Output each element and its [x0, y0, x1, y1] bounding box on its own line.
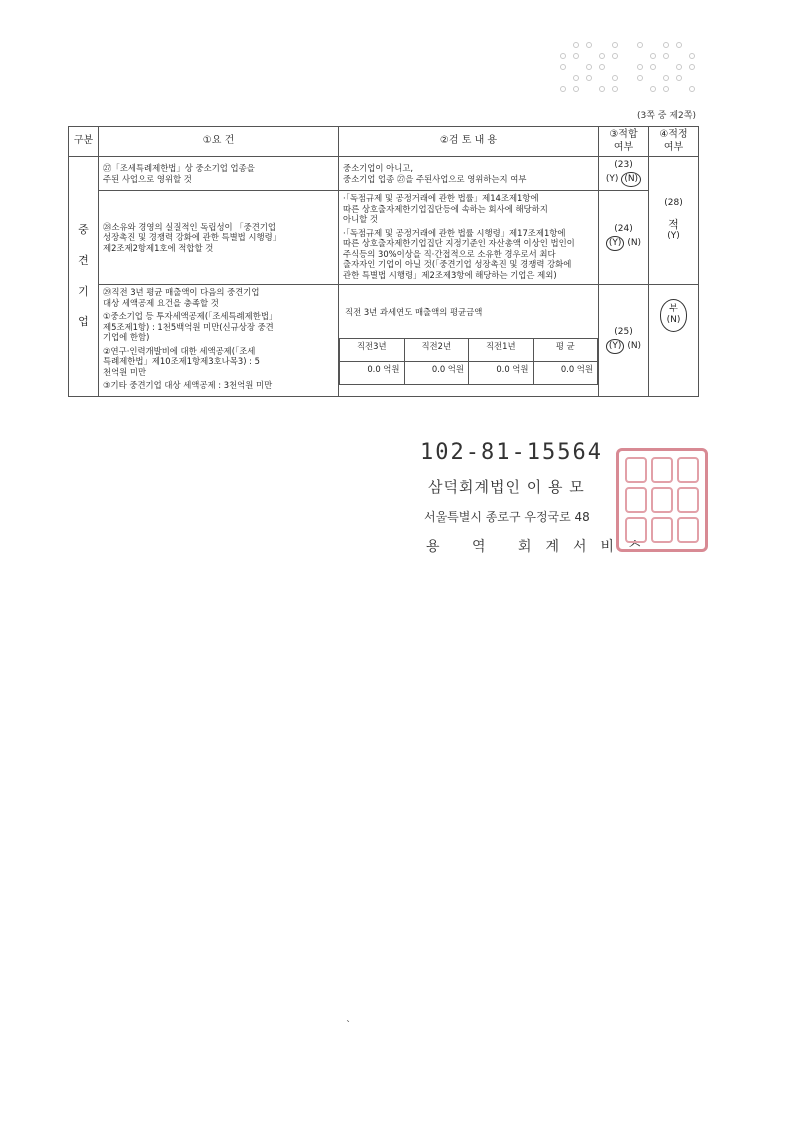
dot	[586, 42, 592, 48]
val-2yr: 0.0 억원	[404, 361, 469, 384]
review-form-table	[68, 126, 699, 397]
table-header-row	[69, 127, 699, 157]
dot	[560, 64, 566, 70]
dot	[663, 75, 669, 81]
circled-y: (Y)	[606, 339, 625, 354]
fit-cell-1: (23) (Y) (N)	[599, 157, 649, 191]
review-cell-2: ·「독점규제 및 공정거래에 관한 법률」제14조제1항에 따른 상호출자제한기업집단등에 속하는 회사에 해당하지 아니할 것 ·「독점규제 및 공정거래에 관한 법률 시행령」제17조제1항에 따른 상호출자제한기업집단 지정기준인 자산총액 이상인 법인이 주식등의 30%이상을 직·간접적으로 소유한 경우로서 최다 출자자인 기업이 아닐 것(「중견기업 성장촉진 및 경쟁력 강화에 관한 특별법 시행령」제2조제3항에 해당하는 기업은 제외)	[339, 191, 599, 285]
dot	[573, 75, 579, 81]
background-dot-pattern	[560, 42, 700, 102]
fit-cell-3: (25) (Y) (N)	[599, 285, 649, 397]
gubun-cell: 중 견 기 업	[69, 157, 99, 397]
page-reference: (3쪽 중 제2쪽)	[637, 111, 696, 121]
stamp-address: 서울특별시 종로구 우정국로 48	[424, 510, 590, 524]
table-row	[69, 157, 699, 191]
dot	[573, 42, 579, 48]
col-3yr: 직전3년	[340, 338, 405, 361]
val-3yr: 0.0 억원	[340, 361, 405, 384]
dot	[599, 64, 605, 70]
dot	[676, 64, 682, 70]
dot	[586, 64, 592, 70]
dot	[599, 86, 605, 92]
dot	[612, 42, 618, 48]
header-requirement: ①요 건	[99, 127, 339, 157]
header-fit: ③적합 여부	[599, 127, 649, 157]
dot	[650, 53, 656, 59]
fit2-cell-top: (28) 적 (Y)	[649, 157, 699, 285]
stray-mark: ˋ	[346, 1020, 351, 1031]
table-row	[69, 191, 699, 285]
dot	[689, 86, 695, 92]
review-cell-3	[339, 285, 599, 397]
dot	[599, 53, 605, 59]
table-row	[69, 285, 699, 397]
circled-n: (N)	[621, 172, 641, 187]
circled-y: (Y)	[606, 236, 625, 251]
red-seal-icon	[616, 448, 708, 552]
stamp-firm-name: 삼덕회계법인 이 용 모	[428, 478, 585, 496]
fit-cell-2: (24) (Y) (N)	[599, 191, 649, 285]
stamp-registration-number: 102-81-15564	[420, 440, 603, 465]
revenue-average-label: 직전 3년 과세연도 매출액의 평균금액	[345, 307, 483, 317]
val-1yr: 0.0 억원	[469, 361, 534, 384]
dot	[573, 86, 579, 92]
dot	[676, 75, 682, 81]
dot	[586, 75, 592, 81]
dot	[650, 64, 656, 70]
header-gubun: 구분	[69, 127, 99, 157]
header-fit2: ④적정 여부	[649, 127, 699, 157]
dot	[650, 86, 656, 92]
dot	[573, 53, 579, 59]
col-2yr: 직전2년	[404, 338, 469, 361]
dot	[663, 86, 669, 92]
dot	[689, 53, 695, 59]
revenue-table	[339, 338, 598, 385]
header-review: ②검 토 내 용	[339, 127, 599, 157]
review-cell-1: 중소기업이 아니고, 중소기업 업종 ㉗을 주된사업으로 영위하는지 여부	[339, 157, 599, 191]
col-avg: 평 균	[533, 338, 598, 361]
dot	[560, 53, 566, 59]
dot	[637, 42, 643, 48]
dot	[689, 64, 695, 70]
stamp-service: 용 역 회계서비스	[426, 539, 656, 555]
col-1yr: 직전1년	[469, 338, 534, 361]
dot	[612, 75, 618, 81]
req-cell-3: ㉙직전 3년 평균 매출액이 다음의 중견기업 대상 세액공제 요건을 충족할 것 ①중소기업 등 투자세액공제(「조세특례제한법」 제5조제1항) : 1천5백억원 미만(신규상장 중견 기업에 한함) ②연구·인력개발비에 대한 세액공제(「조세 특례제한법」제10조제1항제3호나목3) : 5 천억원 미만 ③기타 중견기업 대상 세액공제 : 3천억원 미만	[99, 285, 339, 397]
dot	[663, 42, 669, 48]
dot	[612, 53, 618, 59]
company-stamp	[420, 440, 720, 575]
circled-bu: 부 (N)	[660, 299, 688, 332]
dot	[663, 53, 669, 59]
dot	[676, 42, 682, 48]
dot	[612, 86, 618, 92]
val-avg: 0.0 억원	[533, 361, 598, 384]
req-cell-2: ㉘소유와 경영의 실질적인 독립성이 「중견기업 성장촉진 및 경쟁력 강화에 관한 특별법 시행령」 제2조제2항제1호에 적합할 것	[99, 191, 339, 285]
dot	[637, 64, 643, 70]
dot	[560, 86, 566, 92]
fit2-cell-bottom	[649, 285, 699, 397]
req-cell-1: ㉗「조세특례제한법」상 중소기업 업종을 주된 사업으로 영위할 것	[99, 157, 339, 191]
dot	[637, 75, 643, 81]
